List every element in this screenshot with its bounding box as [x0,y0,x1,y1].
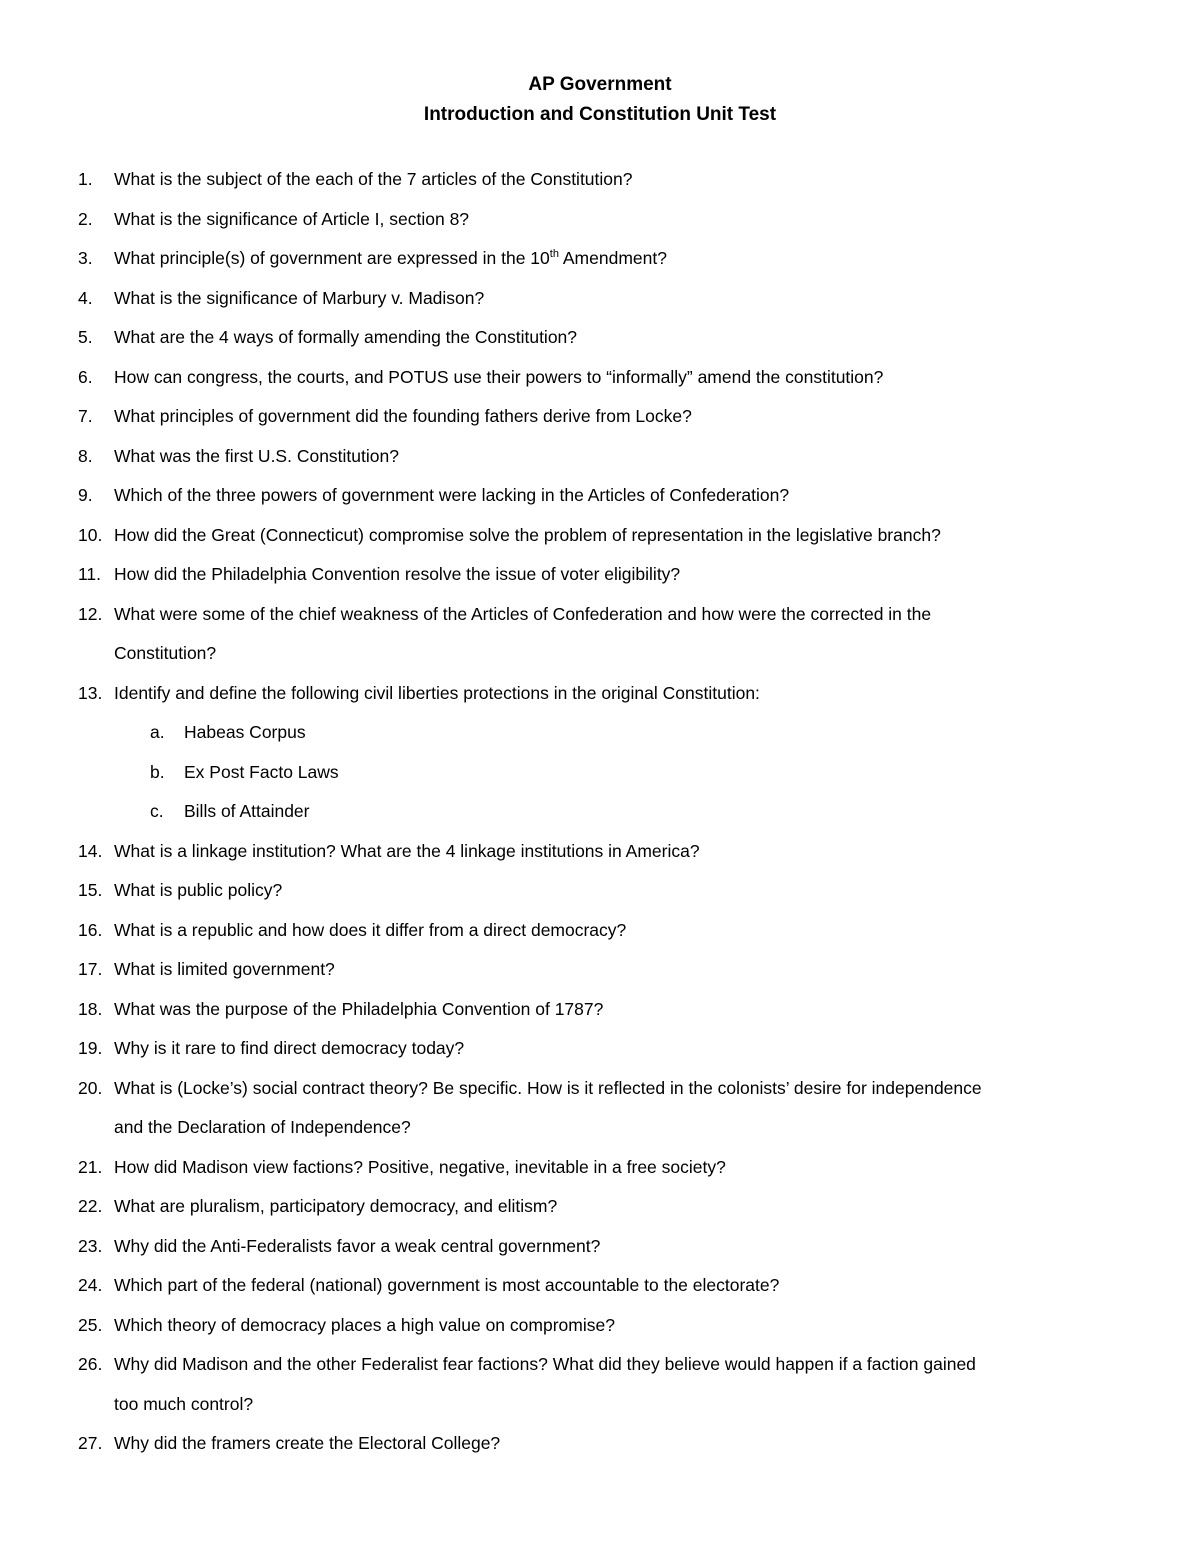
question-text: What principles of government did the founding fathers derive from Locke? [114,406,692,426]
question-item [78,1029,1138,1069]
question-item [78,1187,1138,1227]
question-text [114,239,667,279]
question-number: 5. [78,327,93,347]
question-number: 27. [78,1433,103,1453]
question-number: 17. [78,959,103,979]
question-text: Which of the three powers of government were lacking in the Articles of Confederation? [114,485,790,505]
question-text: Which part of the federal (national) government is most accountable to the electorate? [114,1275,780,1295]
question-text: Why is it rare to find direct democracy today? [114,1038,465,1058]
sub-item-letter: c. [150,801,164,821]
question-item [78,397,1138,437]
question-number: 11. [78,564,102,584]
sub-item [78,753,1138,793]
question-number: 6. [78,366,93,387]
document-subtitle: Introduction and Constitution Unit Test [423,104,777,125]
question-number: 2. [78,208,93,229]
question-text: How can congress, the courts, and POTUS use their powers to “informally” amend the constitution? [114,366,884,387]
question-number: 4. [78,287,93,308]
question-text: Why did Madison and the other Federalist fear factions? What did they believe would happen if a faction gained [114,1354,976,1374]
sub-item-letter: b. [150,761,165,782]
question-item [78,1148,1138,1188]
question-text: Which theory of democracy places a high value on compromise? [114,1314,615,1335]
question-text: and the Declaration of Independence? [114,1117,411,1137]
question-item [78,595,1138,635]
question-item [78,160,1138,200]
question-number: 7. [78,406,93,426]
question-number: 22. [78,1196,103,1216]
question-item [78,674,1138,714]
question-text: What was the purpose of the Philadelphia Convention of 1787? [114,998,604,1019]
question-number: 3. [78,248,93,268]
question-number: 19. [78,1038,103,1058]
question-item [78,1306,1138,1346]
document-title: AP Government [528,74,672,95]
question-text: What were some of the chief weakness of the Articles of Confederation and how were the corrected in the [114,603,932,624]
question-list [78,160,1138,1464]
question-text: What are pluralism, participatory democracy, and elitism? [114,1196,558,1216]
document-header [0,70,1200,130]
question-text: What is public policy? [114,880,283,900]
question-number: 8. [78,445,93,466]
question-number: 26. [78,1354,103,1374]
question-number: 9. [78,485,93,505]
question-item [78,1069,1138,1109]
question-number: 18. [78,998,103,1019]
question-text-part: Amendment? [558,248,667,268]
question-text: What is limited government? [114,959,335,979]
question-text: What is (Locke’s) social contract theory? Be specific. How is it reflected in the colonists’ desire for independence [114,1077,982,1098]
question-item [78,1345,1138,1385]
question-number: 1. [78,169,93,189]
question-item [78,950,1138,990]
question-item [78,1266,1138,1306]
question-text: What is the significance of Article I, section 8? [114,208,470,229]
question-text: too much control? [114,1393,254,1414]
question-text: What is a republic and how does it differ from a direct democracy? [114,919,627,940]
sub-item-text: Ex Post Facto Laws [184,761,339,782]
question-number: 21. [78,1156,103,1177]
question-item [78,476,1138,516]
question-continuation-line [78,1385,1138,1425]
question-text-part: What principle(s) of government are expressed in the 10 [114,248,550,268]
question-text: How did Madison view factions? Positive, negative, inevitable in a free society? [114,1156,726,1177]
question-item [78,1227,1138,1267]
question-number: 10. [78,524,103,545]
question-text: How did the Philadelphia Convention resolve the issue of voter eligibility? [114,564,681,584]
question-item [78,832,1138,872]
question-number: 20. [78,1077,103,1098]
question-item [78,871,1138,911]
question-item [78,318,1138,358]
question-number: 12. [78,603,103,624]
question-number: 16. [78,919,103,940]
question-text: Identify and define the following civil liberties protections in the original Constitution: [114,682,760,703]
question-text: What are the 4 ways of formally amending the Constitution? [114,327,578,347]
question-item [78,239,1138,279]
question-number: 15. [78,880,103,900]
question-text: Why did the Anti-Federalists favor a weak central government? [114,1235,601,1256]
question-text: What is a linkage institution? What are the 4 linkage institutions in America? [114,840,700,861]
question-number: 24. [78,1275,103,1295]
question-text: What was the first U.S. Constitution? [114,445,399,466]
question-continuation-line [78,1108,1138,1148]
question-number: 25. [78,1314,103,1335]
sub-item [78,713,1138,753]
question-item [78,437,1138,477]
question-item [78,279,1138,319]
question-item [78,358,1138,398]
question-number: 14. [78,840,103,861]
question-text: Why did the framers create the Electoral College? [114,1433,501,1453]
sub-item [78,792,1138,832]
question-text: What is the significance of Marbury v. Madison? [114,287,485,308]
sub-item-text: Habeas Corpus [184,722,306,742]
question-text: Constitution? [114,643,217,663]
ordinal-superscript: th [549,248,559,261]
question-item [78,1424,1138,1464]
question-number: 23. [78,1235,103,1256]
question-item [78,516,1138,556]
question-text: What is the subject of the each of the 7 articles of the Constitution? [114,169,633,189]
sub-item-text: Bills of Attainder [184,801,310,821]
question-item [78,911,1138,951]
question-text: How did the Great (Connecticut) compromise solve the problem of representation in the legislative branch? [114,524,941,545]
question-item [78,990,1138,1030]
question-item [78,555,1138,595]
question-continuation-line [78,634,1138,674]
question-number: 13. [78,682,103,703]
sub-item-letter: a. [150,722,165,742]
question-item [78,200,1138,240]
